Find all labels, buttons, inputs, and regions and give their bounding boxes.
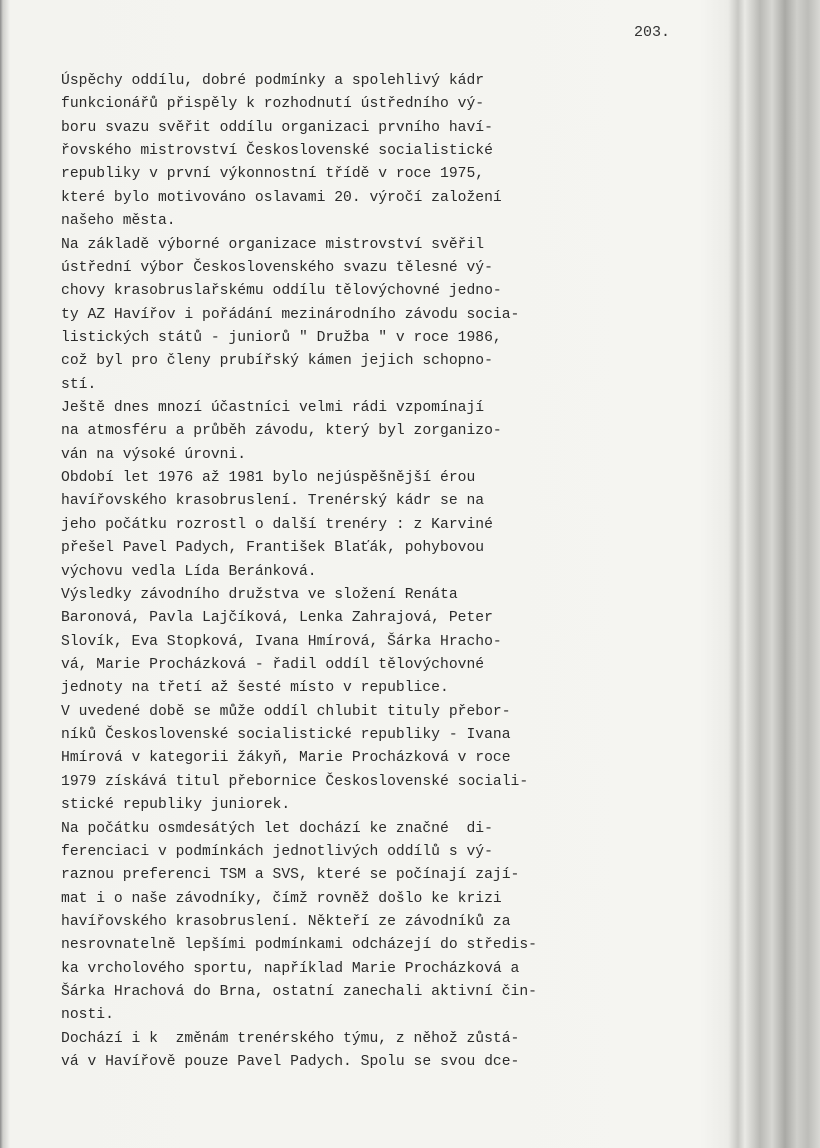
text-line: což byl pro členy prubířský kámen jejich schopno- (61, 353, 493, 370)
text-line: funkcionářů přispěly k rozhodnutí ústředního vý- (61, 96, 485, 113)
text-line: přešel Pavel Padych, František Blaťák, pohybovou (61, 540, 485, 557)
text-line: Hmírová v kategorii žákyň, Marie Procházková v roce (61, 750, 511, 767)
text-line: jeho počátku rozrostl o další trenéry : z Karviné (61, 516, 493, 533)
text-line: Výsledky závodního družstva ve složení Renáta (61, 586, 458, 603)
text-line: mat i o naše závodníky, čímž rovněž došlo ke krizi (61, 890, 502, 907)
text-line: našeho města. (61, 213, 176, 230)
text-line: nesrovnatelně lepšími podmínkami odcházejí do středis- (61, 937, 537, 954)
text-line: boru svazu svěřit oddílu organizaci prvního haví- (61, 119, 493, 136)
text-line: chovy krasobruslařskému oddílu tělovýchovné jedno- (61, 283, 502, 300)
text-line: Baronová, Pavla Lajčíková, Lenka Zahrajová, Peter (61, 610, 493, 627)
text-line: Ještě dnes mnozí účastníci velmi rádi vzpomínají (61, 400, 485, 417)
page-number: 203. (634, 24, 671, 41)
text-line: nosti. (61, 1007, 114, 1024)
text-line: Na počátku osmdesátých let dochází ke značné di- (61, 820, 493, 837)
text-line: listických států - juniorů " Družba " v roce 1986, (61, 329, 502, 346)
text-line: řovského mistrovství Československé socialistické (61, 143, 493, 160)
text-line: stické republiky juniorek. (61, 797, 291, 814)
text-line: stí. (61, 376, 97, 393)
text-line: vá, Marie Procházková - řadil oddíl tělovýchovné (61, 656, 485, 673)
text-line: které bylo motivováno oslavami 20. výročí založení (61, 189, 502, 206)
text-line: Slovík, Eva Stopková, Ivana Hmírová, Šárka Hracho- (61, 633, 502, 650)
text-line: V uvedené době se může oddíl chlubit tituly přebor- (61, 703, 511, 720)
typewritten-text (61, 70, 701, 1074)
text-line: havířovského krasobruslení. Trenérský kádr se na (61, 493, 485, 510)
text-line: ván na výsoké úrovni. (61, 446, 247, 463)
text-line: výchovu vedla Lída Beránková. (61, 563, 317, 580)
text-line: ferenciaci v podmínkách jednotlivých oddílů s vý- (61, 843, 493, 860)
text-line: jednoty na třetí až šesté místo v republice. (61, 680, 449, 697)
text-line: ústřední výbor Československého svazu tělesné vý- (61, 259, 493, 276)
text-line: Dochází i k změnám trenérského týmu, z něhož zůstá- (61, 1030, 520, 1047)
text-line: havířovského krasobruslení. Někteří ze závodníků za (61, 913, 511, 930)
text-line: Úspěchy oddílu, dobré podmínky a spolehlivý kádr (61, 73, 485, 89)
text-line: na atmosféru a průběh závodu, který byl zorganizo- (61, 423, 502, 440)
text-line: Na základě výborné organizace mistrovství svěřil (61, 236, 485, 253)
text-line: Období let 1976 až 1981 bylo nejúspěšnější érou (61, 470, 476, 487)
text-line: níků Československé socialistické republiky - Ivana (61, 727, 511, 744)
text-line: ty AZ Havířov i pořádání mezinárodního závodu socia- (61, 306, 520, 323)
text-line: 1979 získává titul přebornice Československé sociali- (61, 773, 529, 790)
text-line: republiky v první výkonnostní třídě v roce 1975, (61, 166, 485, 183)
text-line: Šárka Hrachová do Brna, ostatní zanechali aktivní čin- (61, 984, 537, 1001)
text-line: vá v Havířově pouze Pavel Padych. Spolu se svou dce- (61, 1054, 520, 1071)
text-line: ka vrcholového sportu, například Marie Procházková a (61, 960, 520, 977)
text-line: raznou preferenci TSM a SVS, které se počínají zají- (61, 867, 520, 884)
